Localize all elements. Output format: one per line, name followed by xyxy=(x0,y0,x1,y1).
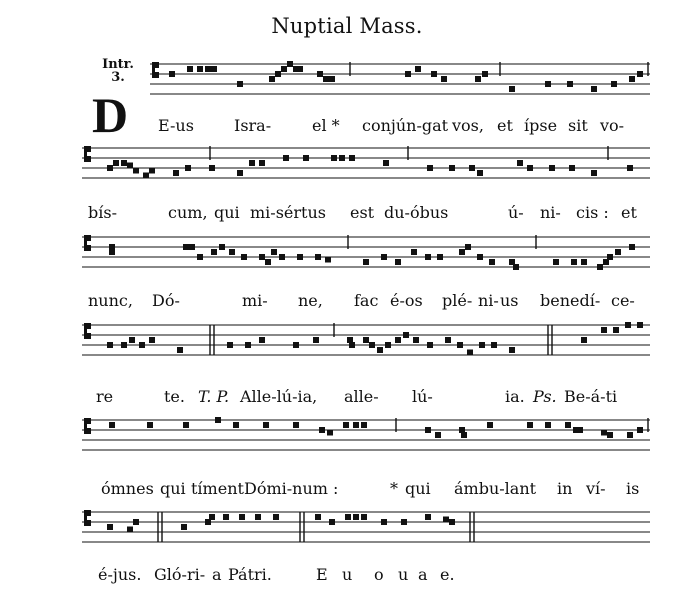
neume-note xyxy=(401,519,407,525)
staff-system-2 xyxy=(0,142,694,192)
neume-note xyxy=(139,342,145,348)
lyric-syllable: bís- xyxy=(88,203,117,222)
neume-note xyxy=(133,519,139,525)
neume-note xyxy=(425,254,431,260)
neume-note xyxy=(287,61,293,67)
neume-note xyxy=(107,342,113,348)
lyric-syllable: sit xyxy=(568,116,588,135)
neume-note xyxy=(297,66,303,72)
neume-note xyxy=(147,422,153,428)
neume-note xyxy=(259,254,265,260)
neume-note xyxy=(129,337,135,343)
neume-note xyxy=(467,350,473,356)
introit-label: Intr. xyxy=(102,57,134,72)
lyric-syllable: el * xyxy=(312,116,340,135)
neume-note xyxy=(369,342,375,348)
lyric-line-6 xyxy=(0,564,694,586)
neume-note xyxy=(527,165,533,171)
neume-note xyxy=(405,71,411,77)
neume-note xyxy=(353,422,359,428)
neume-note xyxy=(281,66,287,72)
neume-note xyxy=(133,168,139,174)
neume-note xyxy=(513,264,519,270)
neume-note xyxy=(183,244,189,250)
neume-note xyxy=(173,170,179,176)
neume-note xyxy=(329,76,335,82)
lyric-syllable: Alle-lú-ia, xyxy=(240,387,318,406)
neume-note xyxy=(239,514,245,520)
neume-note xyxy=(241,254,247,260)
neume-note xyxy=(427,165,433,171)
neume-note xyxy=(425,427,431,433)
neume-note xyxy=(189,244,195,250)
neume-note xyxy=(482,71,488,77)
neume-note xyxy=(443,517,449,523)
neume-note xyxy=(441,76,447,82)
neume-note xyxy=(381,254,387,260)
lyric-syllable: re xyxy=(96,387,114,406)
neume-note xyxy=(315,514,321,520)
neume-note xyxy=(237,81,243,87)
neume-note xyxy=(477,170,483,176)
neume-note xyxy=(149,168,155,174)
neume-note xyxy=(527,422,533,428)
lyric-syllable: o xyxy=(374,565,384,584)
lyric-syllable: é-os xyxy=(390,291,423,310)
lyric-syllable: a xyxy=(418,565,428,584)
neume-note xyxy=(343,422,349,428)
neume-note xyxy=(215,417,221,423)
neume-note xyxy=(381,519,387,525)
neume-note xyxy=(177,347,183,353)
lyric-line-4 xyxy=(0,386,694,408)
neume-note xyxy=(629,76,635,82)
staff-system-5 xyxy=(0,414,694,464)
neume-note xyxy=(383,160,389,166)
neume-note xyxy=(431,71,437,77)
lyric-line-2 xyxy=(0,202,694,224)
neume-note xyxy=(317,71,323,77)
neume-note xyxy=(143,173,149,179)
neume-note xyxy=(113,160,119,166)
neume-note xyxy=(577,427,583,433)
lyric-syllable: ni- xyxy=(540,203,561,222)
neume-note xyxy=(509,86,515,92)
neume-note xyxy=(445,337,451,343)
initial-letter: D xyxy=(92,87,129,143)
neume-note xyxy=(449,519,455,525)
neume-note xyxy=(107,524,113,530)
neume-note xyxy=(611,81,617,87)
neume-note xyxy=(465,244,471,250)
neume-note xyxy=(283,155,289,161)
lyric-syllable: ámbu-lant xyxy=(454,479,537,498)
neume-note xyxy=(637,427,643,433)
lyric-syllable: qui xyxy=(160,479,186,498)
neume-note xyxy=(601,430,607,436)
lyric-syllable: et xyxy=(621,203,637,222)
neume-note xyxy=(205,66,211,72)
neume-note xyxy=(331,155,337,161)
c-clef-icon xyxy=(84,323,91,339)
lyric-line-3 xyxy=(0,290,694,312)
lyric-syllable: vo- xyxy=(600,116,625,135)
lyric-syllable: lú- xyxy=(412,387,433,406)
neume-note xyxy=(279,254,285,260)
lyric-syllable: alle- xyxy=(344,387,379,406)
lyric-syllable: us xyxy=(500,291,519,310)
neume-note xyxy=(209,514,215,520)
neume-note xyxy=(479,342,485,348)
lyric-syllable: Be-á-ti xyxy=(564,387,618,406)
lyric-syllable: Gló-ri- xyxy=(154,565,206,584)
neume-note xyxy=(545,422,551,428)
lyric-syllable: vos, xyxy=(452,116,484,135)
neume-note xyxy=(233,422,239,428)
staff-system-6 xyxy=(0,506,694,556)
page-title: Nuptial Mass. xyxy=(271,14,423,38)
neume-note xyxy=(569,165,575,171)
neume-note xyxy=(237,170,243,176)
neume-note xyxy=(327,430,333,436)
neume-note xyxy=(229,249,235,255)
neume-note xyxy=(185,165,191,171)
neume-note xyxy=(415,66,421,72)
neume-note xyxy=(211,249,217,255)
lyric-syllable: ómnes xyxy=(101,479,154,498)
lyric-syllable: ípse xyxy=(524,116,558,135)
neume-note xyxy=(223,514,229,520)
neume-note xyxy=(259,160,265,166)
lyric-syllable: ne, xyxy=(298,291,323,310)
neume-note xyxy=(517,160,523,166)
neume-note xyxy=(395,259,401,265)
neume-note xyxy=(345,514,351,520)
neume-note xyxy=(107,165,113,171)
staff-system-3 xyxy=(0,231,694,281)
lyric-syllable: ni- xyxy=(478,291,499,310)
neume-note xyxy=(149,337,155,343)
neume-note xyxy=(361,514,367,520)
lyric-syllable: cis : xyxy=(576,203,609,222)
neume-note xyxy=(319,427,325,433)
neume-note xyxy=(249,160,255,166)
lyric-syllable: qui xyxy=(405,479,431,498)
neume-note xyxy=(313,337,319,343)
mode-number: 3. xyxy=(111,70,125,85)
neume-note xyxy=(181,524,187,530)
neume-note xyxy=(553,259,559,265)
neume-note xyxy=(127,163,133,169)
neume-note xyxy=(413,337,419,343)
c-clef-icon xyxy=(84,510,91,526)
lyric-syllable: du-óbus xyxy=(384,203,449,222)
lyric-syllable: ú- xyxy=(508,203,524,222)
neume-note xyxy=(607,432,613,438)
neume-note xyxy=(591,86,597,92)
neume-note xyxy=(469,165,475,171)
neume-note xyxy=(275,71,281,77)
neume-note xyxy=(427,342,433,348)
neume-note xyxy=(565,422,571,428)
neume-note xyxy=(581,337,587,343)
neume-note xyxy=(325,257,331,263)
c-clef-icon xyxy=(84,418,91,434)
neume-note xyxy=(265,259,271,265)
neume-note xyxy=(385,342,391,348)
lyric-syllable: Dómi-num : xyxy=(244,479,339,498)
neume-note xyxy=(271,249,277,255)
neume-note xyxy=(425,514,431,520)
neume-note xyxy=(323,76,329,82)
lyric-syllable: te. xyxy=(164,387,185,406)
neume-note xyxy=(329,519,335,525)
lyric-syllable: Isra- xyxy=(234,116,272,135)
lyric-syllable: Ps. xyxy=(533,387,557,406)
neume-note xyxy=(437,254,443,260)
neume-note xyxy=(629,244,635,250)
lyric-syllable: fac xyxy=(354,291,379,310)
lyric-syllable: E xyxy=(316,565,328,584)
neume-note xyxy=(209,165,215,171)
neume-note xyxy=(353,514,359,520)
lyric-syllable: T. P. xyxy=(198,387,230,406)
neume-note xyxy=(121,160,127,166)
lyric-syllable: Pátri. xyxy=(228,565,272,584)
neume-note xyxy=(273,514,279,520)
neume-note xyxy=(403,332,409,338)
c-clef-icon xyxy=(84,146,91,162)
neume-note xyxy=(227,342,233,348)
neume-note xyxy=(263,422,269,428)
neume-note xyxy=(361,422,367,428)
neume-note xyxy=(377,347,383,353)
neume-note xyxy=(339,155,345,161)
lyric-syllable: conjún-gat xyxy=(362,116,449,135)
lyric-syllable: tíment xyxy=(191,479,244,498)
lyric-line-1 xyxy=(0,115,694,137)
lyric-syllable: qui xyxy=(214,203,240,222)
neume-note xyxy=(487,422,493,428)
lyric-syllable: benedí- xyxy=(540,291,601,310)
neume-note xyxy=(491,342,497,348)
neume-note xyxy=(567,81,573,87)
neume-note xyxy=(187,66,193,72)
neume-note xyxy=(449,165,455,171)
neume-note xyxy=(363,337,369,343)
lyric-syllable: plé- xyxy=(442,291,473,310)
lyric-syllable: nunc, xyxy=(88,291,133,310)
neume-note xyxy=(197,66,203,72)
lyric-syllable: ce- xyxy=(611,291,635,310)
neume-note xyxy=(293,342,299,348)
neume-note xyxy=(489,259,495,265)
lyric-line-5 xyxy=(0,478,694,500)
neume-note xyxy=(545,81,551,87)
neume-note xyxy=(411,249,417,255)
neume-note xyxy=(591,170,597,176)
neume-note xyxy=(109,249,115,255)
neume-note xyxy=(457,342,463,348)
neume-note xyxy=(607,254,613,260)
neume-note xyxy=(613,327,619,333)
neume-note xyxy=(303,155,309,161)
lyric-syllable: Dó- xyxy=(152,291,180,310)
neume-note xyxy=(297,254,303,260)
neume-note xyxy=(509,347,515,353)
lyric-syllable: et xyxy=(497,116,513,135)
neume-note xyxy=(627,165,633,171)
neume-note xyxy=(395,337,401,343)
neume-note xyxy=(169,71,175,77)
lyric-syllable: in xyxy=(557,479,573,498)
neume-note xyxy=(571,259,577,265)
lyric-syllable: é-jus. xyxy=(98,565,142,584)
lyric-syllable: u xyxy=(342,565,353,584)
neume-note xyxy=(627,432,633,438)
neume-note xyxy=(219,244,225,250)
neume-note xyxy=(637,322,643,328)
neume-note xyxy=(625,322,631,328)
staff-system-1 xyxy=(0,58,694,108)
staff-system-4 xyxy=(0,319,694,369)
neume-note xyxy=(349,155,355,161)
lyric-syllable: e. xyxy=(440,565,455,584)
neume-note xyxy=(293,422,299,428)
neume-note xyxy=(461,432,467,438)
neume-note xyxy=(245,342,251,348)
neume-note xyxy=(109,422,115,428)
lyric-syllable: u xyxy=(398,565,409,584)
neume-note xyxy=(459,249,465,255)
neume-note xyxy=(435,432,441,438)
neume-note xyxy=(477,254,483,260)
neume-note xyxy=(269,76,275,82)
lyric-syllable: cum, xyxy=(168,203,208,222)
neume-note xyxy=(363,259,369,265)
neume-note xyxy=(597,264,603,270)
neume-note xyxy=(637,71,643,77)
lyric-syllable: * xyxy=(390,479,398,498)
neume-note xyxy=(121,342,127,348)
c-clef-icon xyxy=(84,235,91,251)
neume-note xyxy=(183,422,189,428)
lyric-syllable: mi- xyxy=(242,291,268,310)
neume-note xyxy=(615,249,621,255)
neume-note xyxy=(475,76,481,82)
neume-note xyxy=(259,337,265,343)
neume-note xyxy=(581,259,587,265)
c-clef-icon xyxy=(152,62,159,78)
neume-note xyxy=(255,514,261,520)
neume-note xyxy=(601,327,607,333)
lyric-syllable: ví- xyxy=(586,479,606,498)
neume-note xyxy=(197,254,203,260)
lyric-syllable: est xyxy=(350,203,375,222)
neume-note xyxy=(315,254,321,260)
lyric-syllable: E-us xyxy=(158,116,194,135)
lyric-syllable: is xyxy=(626,479,640,498)
neume-note xyxy=(127,527,133,533)
neume-note xyxy=(549,165,555,171)
neume-note xyxy=(349,342,355,348)
lyric-syllable: mi-sértus xyxy=(250,203,326,222)
lyric-syllable: ia. xyxy=(505,387,525,406)
neume-note xyxy=(211,66,217,72)
lyric-syllable: a xyxy=(212,565,222,584)
